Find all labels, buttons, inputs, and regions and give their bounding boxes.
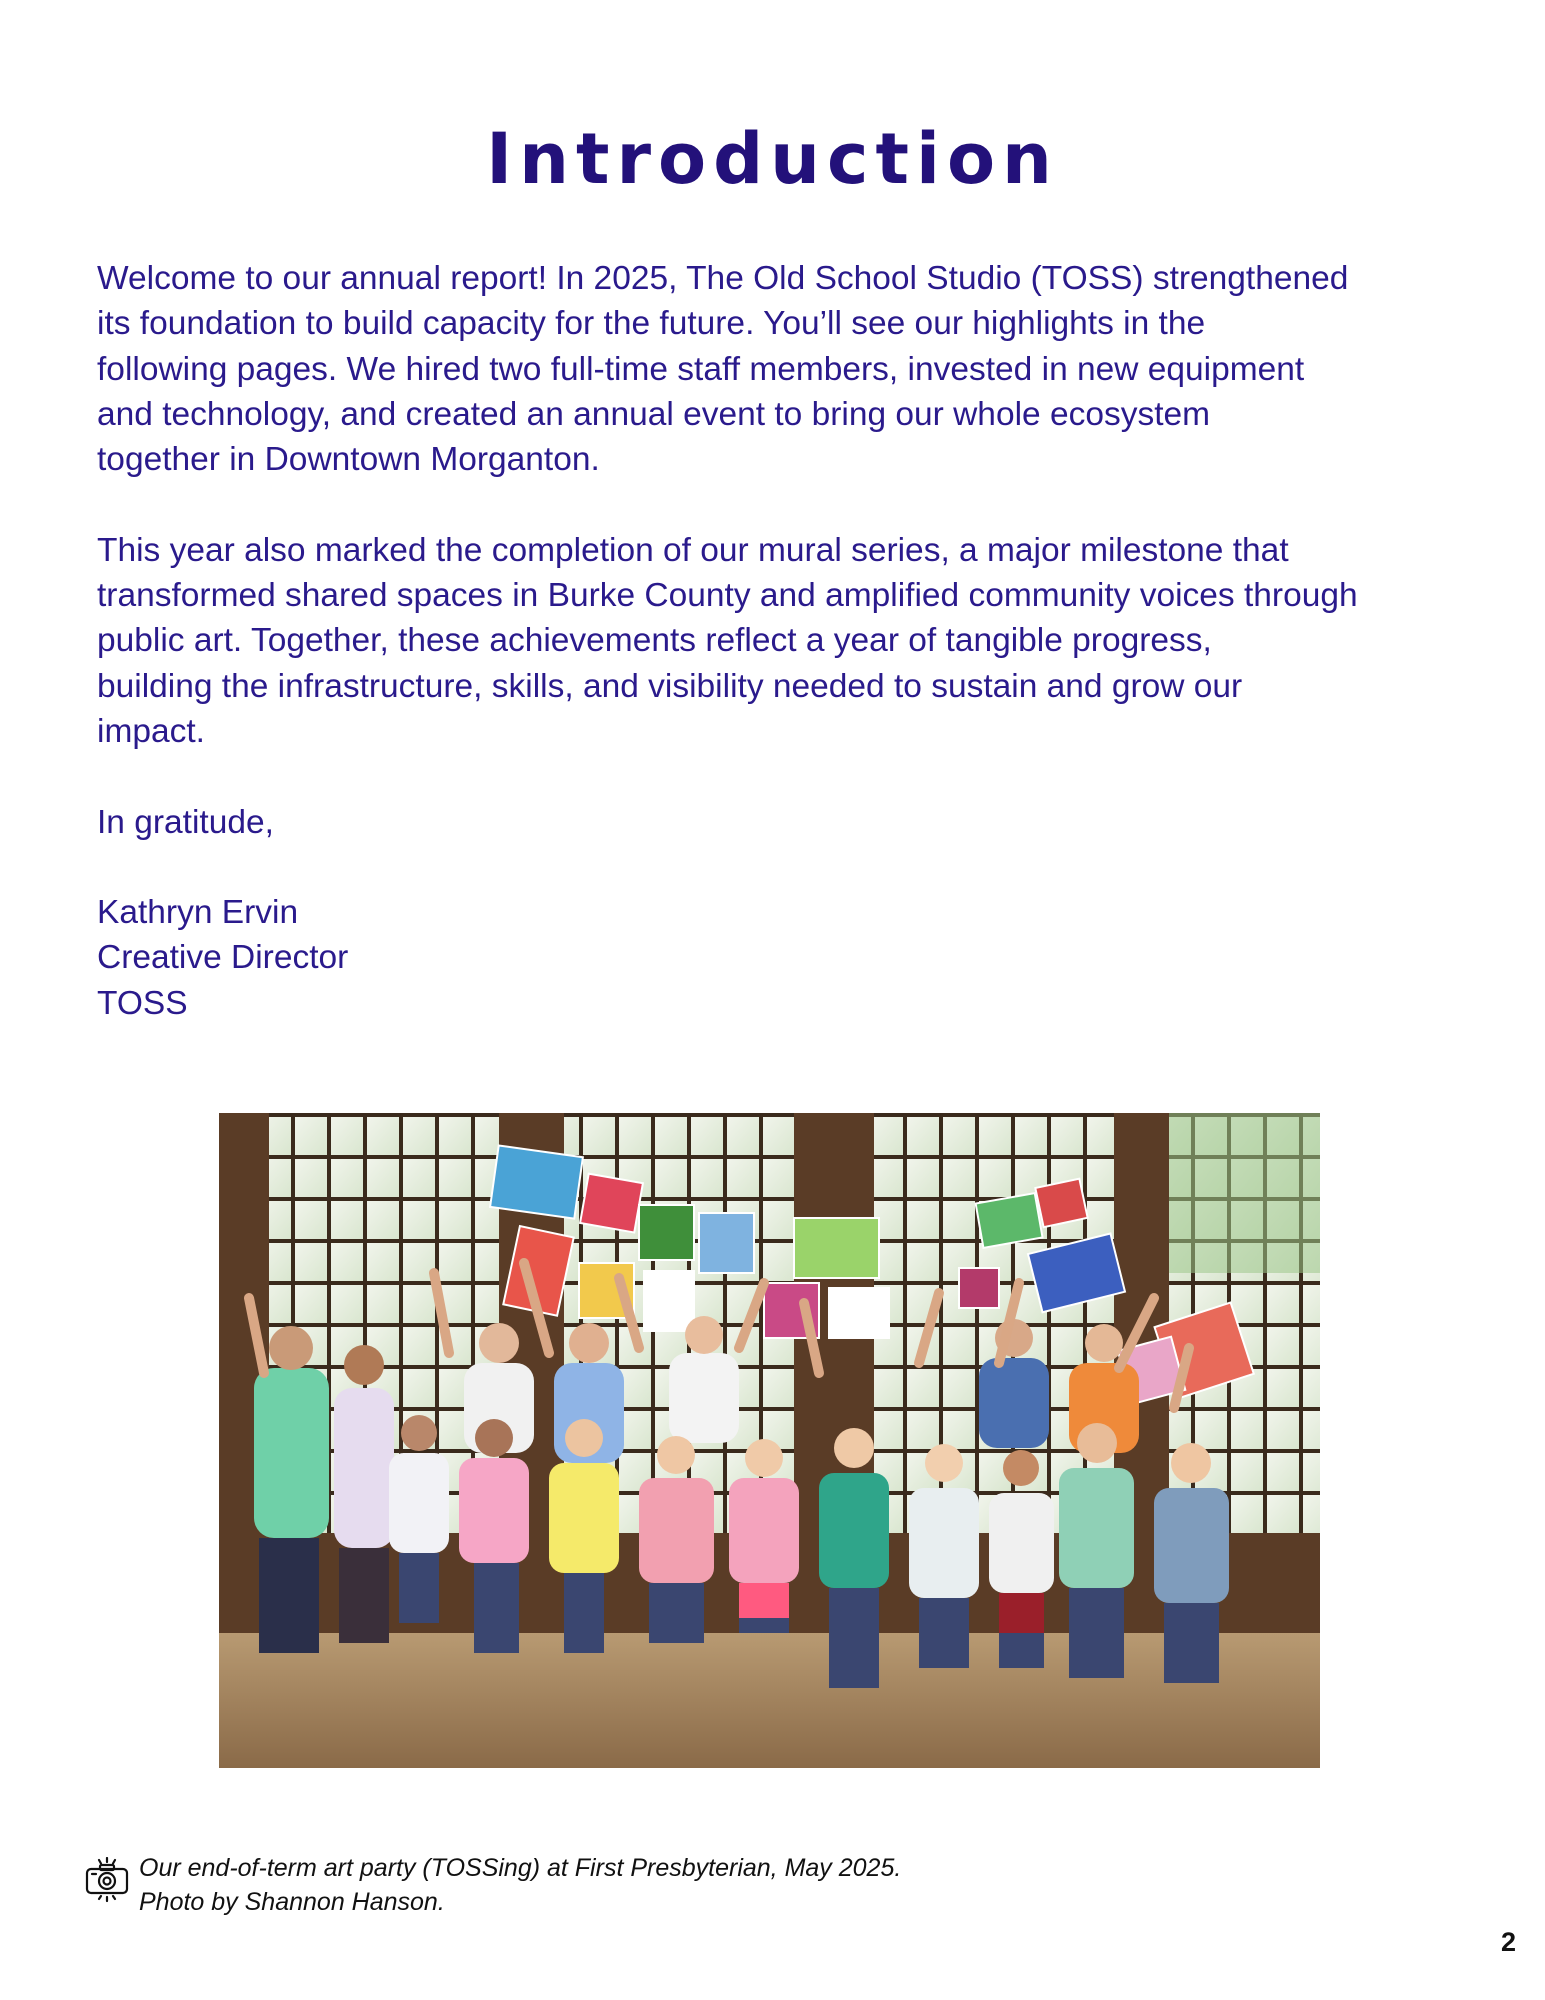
signature-name: Kathryn Ervin: [97, 894, 299, 932]
group-photo: [219, 1113, 1320, 1768]
caption-line-2: Photo by Shannon Hanson.: [139, 1888, 445, 1916]
signature-block: [97, 890, 1477, 1026]
photo-caption: [84, 1851, 1184, 1921]
signature-org: TOSS: [97, 984, 188, 1022]
signature-role: Creative Director: [97, 939, 349, 977]
camera-icon: [84, 1857, 130, 1903]
caption-line-1: Our end-of-term art party (TOSSing) at First Presbyterian, May 2025.: [139, 1854, 902, 1882]
closing-line: In gratitude,: [97, 803, 274, 841]
caption-text: [139, 1851, 901, 1919]
intro-paragraph-1: Welcome to our annual report! In 2025, The Old School Studio (TOSS) strengthened its foundation to build capacity for the future. You’ll see our highlights in the following pages. We hired two full-time staff members, invested in new equipment and technology, and created an annual event to bring our whole ecosystem together in Downtown Morganton.: [97, 260, 1349, 479]
intro-body: [97, 256, 1477, 1026]
intro-paragraph-2: This year also marked the completion of our mural series, a major milestone that transformed shared spaces in Burke County and amplified community voices through public art. Together, these achievements reflect a year of tangible progress, building the infrastructure, skills, and visibility needed to sustain and grow our impact.: [97, 531, 1358, 750]
page-title: Introduction: [486, 118, 1059, 200]
page-number: 2: [1500, 1927, 1516, 1957]
